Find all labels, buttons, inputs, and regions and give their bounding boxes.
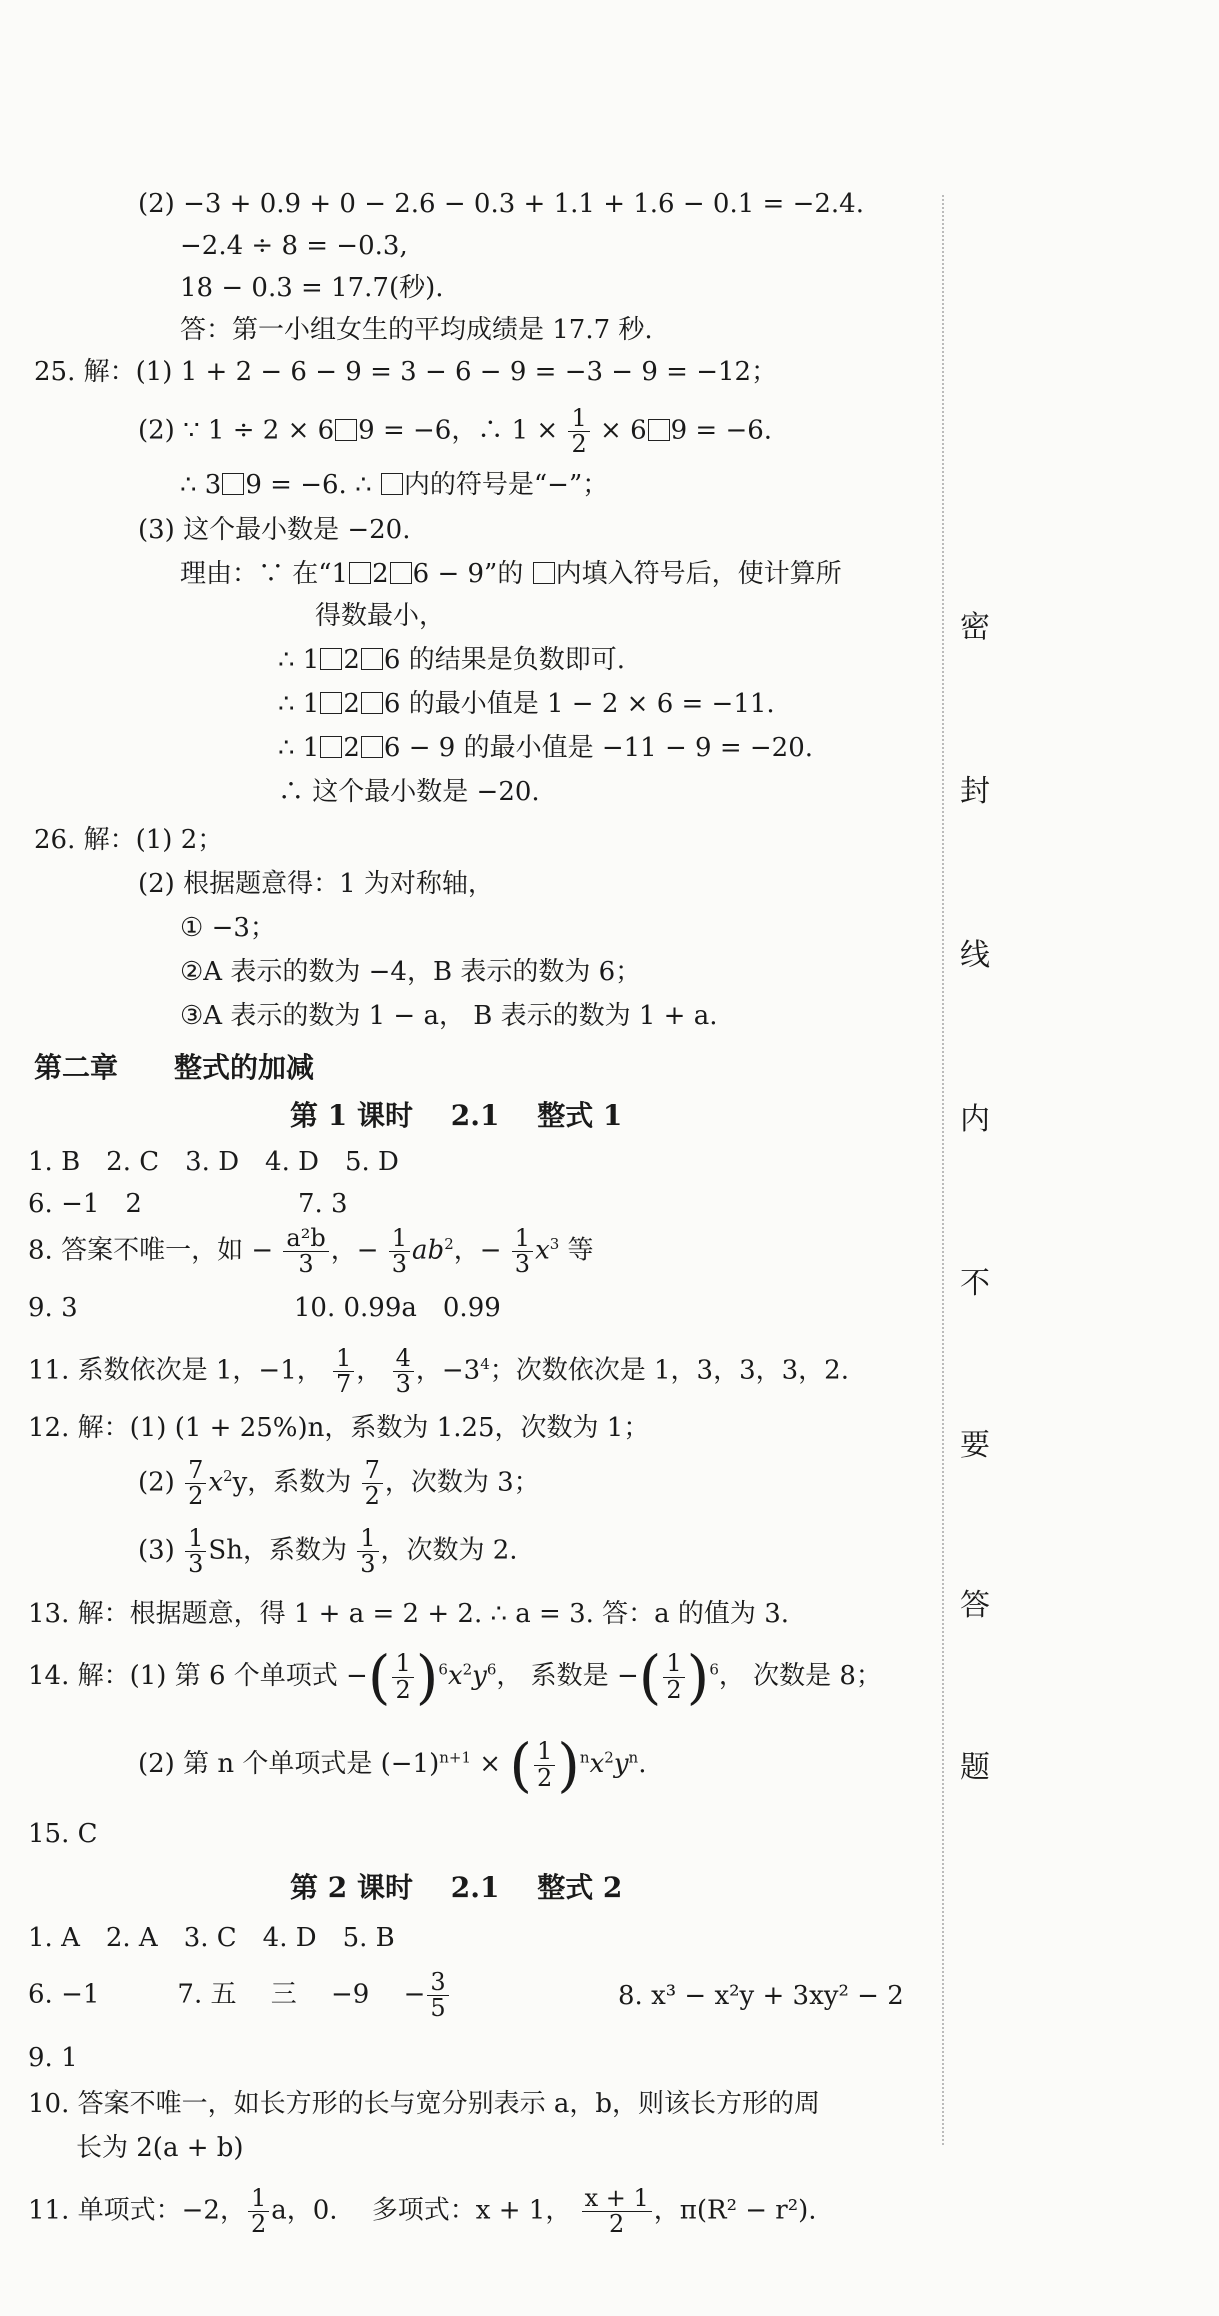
l2-q9: 9. 1	[28, 2043, 78, 2073]
l1-q8: 8. 答案不唯一，如 − $\frac{\text{a²b}}{3}$ ，− $\frac{1}{3}$ $ab^2$，− $\frac{1}{3}$ $x^3$ 等	[28, 1224, 594, 1279]
answer-26-2-ii: ②A 表示的数为 −4，B 表示的数为 6；	[180, 957, 642, 987]
chapter-heading: 第二章 整式的加减	[34, 1051, 315, 1084]
answer-25-2: (2) ∵ 1 ÷ 2 × 6 9 = −6，∴ 1 × $\frac{1}{2}$ × 6 9 = −6.	[138, 404, 773, 459]
l2-q10-cont: 长为 2(a + b)	[76, 2133, 244, 2163]
answer-25-3-step2: ∴ 1 2 6 的最小值是 1 − 2 × 6 = −11.	[278, 689, 775, 719]
answer-25-3-reason-cont: 得数最小，	[315, 601, 446, 631]
l1-q12-3: (3) $\frac{1}{3}$ Sh，系数为 $\frac{1}{3}$ ，次数为 2.	[138, 1524, 518, 1579]
l2-q11: 11. 单项式：−2， $\frac{1}{2}$ a，0. 多项式：x + 1， $\frac{x + 1}{2}$ ，π(R² − r²).	[28, 2184, 817, 2239]
answer-25-3-step3: ∴ 1 2 6 − 9 的最小值是 −11 − 9 = −20.	[278, 733, 814, 763]
l1-q6-7: 6. −1 2 7. 3	[28, 1189, 348, 1219]
l1-q11: 11. 系数依次是 1，−1， $\frac{1}{7}$ ， $\frac{4}{3}$ ，$-3^4$；次数依次是 1，3，3，3，2.	[28, 1344, 849, 1399]
l1-q9-10: 9. 3 10. 0.99a 0.99	[28, 1293, 501, 1323]
answer-26-1: 26. 解：(1) 2；	[34, 825, 224, 855]
answer-24-2-line1: (2) −3 + 0.9 + 0 − 2.6 − 0.3 + 1.1 + 1.6 − 0.1 = −2.4.	[138, 189, 864, 219]
seal-char-7: 答	[960, 1588, 990, 1623]
answer-26-2: (2) 根据题意得：1 为对称轴，	[138, 869, 494, 899]
seal-char-1: 密	[960, 610, 990, 645]
answer-25-3: (3) 这个最小数是 −20.	[138, 515, 411, 545]
l2-q10: 10. 答案不唯一，如长方形的长与宽分别表示 a，b，则该长方形的周	[28, 2089, 821, 2119]
fraction-half: $\frac{1}{2}$	[568, 406, 589, 457]
l1-q12-1: 12. 解：(1) (1 + 25%)n，系数为 1.25，次数为 1；	[28, 1413, 650, 1443]
l1-q14-1: 14. 解：(1) 第 6 个单项式 −( $\frac{1}{2}$ )$^6x^2y^6$， 系数是 −( $\frac{1}{2}$ )$^6$， 次数是 8；	[28, 1643, 882, 1711]
answer-24-2-line3: 18 − 0.3 = 17.7(秒).	[180, 273, 444, 303]
answer-24-2-conclusion: 答：第一小组女生的平均成绩是 17.7 秒.	[180, 315, 653, 345]
blank-box	[381, 473, 403, 495]
seal-char-2: 封	[960, 774, 990, 809]
l1-q12-2: (2) $\frac{7}{2}$ $x^2y$，系数为 $\frac{7}{2}$ ，次数为 3；	[138, 1456, 540, 1511]
answer-26-2-iii: ③A 表示的数为 1 − a， B 表示的数为 1 + a.	[180, 1001, 718, 1031]
blank-box	[222, 473, 244, 495]
l2-q1-5: 1. A 2. A 3. C 4. D 5. B	[28, 1923, 395, 1953]
seal-char-6: 要	[960, 1428, 990, 1463]
lesson-2-heading: 第 2 课时 2.1 整式 2	[290, 1871, 623, 1904]
answer-25-1: 25. 解：(1) 1 + 2 − 6 − 9 = 3 − 6 − 9 = −3 − 9 = −12；	[34, 357, 778, 387]
answer-26-2-i: ① −3；	[180, 913, 276, 943]
l2-q6-8: 6. −1 7. 五 三 −9 − $\frac{3}{5}$	[28, 1970, 451, 2021]
answer-25-2-conclusion: ∴ 3 9 = −6. ∴ 内的符号是“−”；	[180, 470, 609, 500]
l2-q8: 8. x³ − x²y + 3xy² − 2	[618, 1981, 904, 2011]
l1-q13: 13. 解：根据题意，得 1 + a = 2 + 2. ∴ a = 3. 答：a 的值为 3.	[28, 1599, 790, 1629]
l1-q1-5: 1. B 2. C 3. D 4. D 5. D	[28, 1147, 399, 1177]
seal-line-divider	[942, 195, 944, 2145]
answer-24-2-line2: −2.4 ÷ 8 = −0.3,	[180, 231, 408, 261]
seal-char-5: 不	[960, 1266, 990, 1301]
lesson-1-heading: 第 1 课时 2.1 整式 1	[290, 1099, 623, 1132]
seal-char-4: 内	[960, 1102, 990, 1137]
seal-char-3: 线	[960, 938, 990, 973]
answer-25-3-step1: ∴ 1 2 6 的结果是负数即可.	[278, 645, 625, 675]
seal-char-8: 题	[960, 1750, 990, 1785]
l1-q14-2: (2) 第 n 个单项式是 $(-1)^{n+1}$ × ( $\frac{1}{2}$ )$^nx^2y^n$.	[138, 1731, 647, 1799]
l1-q15: 15. C	[28, 1819, 98, 1849]
answer-25-3-reason: 理由：∵ 在“1 2 6 − 9”的 内填入符号后，使计算所	[180, 559, 842, 589]
blank-box	[335, 419, 357, 441]
answer-25-3-step4: ∴ 这个最小数是 −20.	[278, 777, 540, 807]
blank-box	[648, 419, 670, 441]
